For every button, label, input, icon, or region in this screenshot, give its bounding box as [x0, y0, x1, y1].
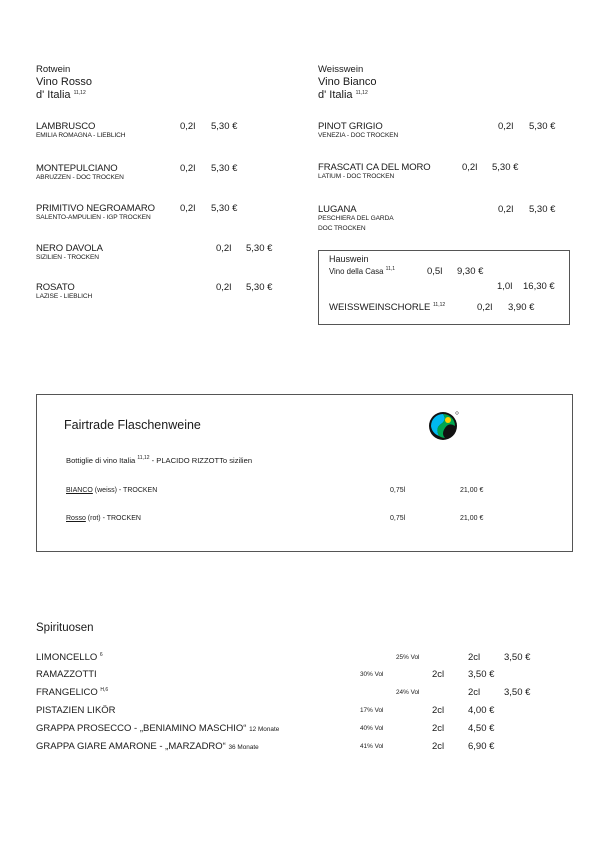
wine-origin: LAZISE - LIEBLICH — [36, 293, 93, 300]
fairtrade-item-name: Rosso (rot) - TROCKEN — [66, 515, 141, 522]
hauswein-title: Hauswein — [329, 254, 369, 264]
spirit-size: 2cl — [432, 705, 445, 716]
wine-name: LAMBRUSCO — [36, 121, 96, 132]
rotwein-subtitle: Vino Rosso — [36, 76, 93, 88]
fairtrade-item-price: 21,00 € — [460, 487, 484, 494]
wine-name: FRASCATI CA DEL MORO — [318, 162, 431, 173]
spirit-vol: 40% Vol — [360, 725, 384, 732]
wine-price: 5,30 € — [529, 121, 556, 132]
spirit-price: 3,50 € — [468, 669, 495, 680]
wine-origin: ABRUZZEN - DOC TROCKEN — [36, 174, 124, 181]
wine-name: PRIMITIVO NEGROAMARO — [36, 203, 155, 214]
wine-name: NERO DAVOLA — [36, 243, 103, 254]
spirit-size: 2cl — [432, 741, 445, 752]
wine-name: PINOT GRIGIO — [318, 121, 383, 132]
spirit-name: FRANGELICO $^{H,6}$ — [36, 687, 109, 698]
wine-origin-2: DOC TROCKEN — [318, 225, 366, 232]
spirit-size: 2cl — [468, 687, 481, 698]
spirit-price: 3,50 € — [504, 687, 531, 698]
fairtrade-item-size: 0,75l — [390, 487, 406, 494]
spirit-vol: 17% Vol — [360, 707, 384, 714]
rotwein-title: Rotwein — [36, 64, 71, 75]
schorle-price: 3,90 € — [508, 302, 535, 313]
wine-item — [36, 163, 124, 181]
wine-price: 5,30 € — [246, 282, 273, 293]
wine-size: 0,2l — [498, 121, 514, 132]
schorle-label: WEISSWEINSCHORLE $^{11,12}$ — [329, 302, 446, 313]
wine-price: 5,30 € — [211, 163, 238, 174]
weisswein-title: Weisswein — [318, 64, 364, 75]
wine-item — [36, 121, 125, 139]
wine-price: 5,30 € — [211, 203, 238, 214]
weisswein-heading — [318, 63, 377, 102]
wine-size: 0,2l — [180, 121, 196, 132]
spirit-vol: 24% Vol — [396, 689, 420, 696]
wine-price: 5,30 € — [211, 121, 238, 132]
wine-origin: LATIUM - DOC TROCKEN — [318, 173, 395, 180]
wine-origin: SALENTO-AMPULIEN - IGP TROCKEN — [36, 214, 151, 221]
wine-price: 5,30 € — [529, 204, 556, 215]
spirit-price: 6,90 € — [468, 741, 495, 752]
wine-origin: EMILIA ROMAGNA - LIEBLICH — [36, 132, 126, 139]
spirit-price: 4,50 € — [468, 723, 495, 734]
wine-item — [36, 203, 155, 221]
wine-item — [36, 282, 92, 300]
spirit-name: GRAPPA GIARE AMARONE - „MARZADRO“ 36 Monate — [36, 741, 259, 752]
wine-size: 0,2l — [180, 203, 196, 214]
spirit-vol: 41% Vol — [360, 743, 384, 750]
wine-price: 5,30 € — [246, 243, 273, 254]
wine-origin: VENEZIA - DOC TROCKEN — [318, 132, 399, 139]
fairtrade-logo-yellow — [445, 417, 451, 423]
spirit-vol: 25% Vol — [396, 654, 420, 661]
spirit-name: RAMAZZOTTI — [36, 669, 97, 680]
wine-size: 0,2l — [180, 163, 196, 174]
spirit-name: GRAPPA PROSECCO - „BENIAMINO MASCHIO“ 12 Monate — [36, 723, 280, 734]
spirit-name: PISTAZIEN LIKÖR — [36, 705, 116, 716]
wine-item — [318, 162, 431, 180]
wine-item — [318, 204, 394, 232]
wine-origin: PESCHIERA DEL GARDA — [318, 215, 394, 222]
hauswein-size-2: 1,0l — [497, 281, 513, 292]
wine-size: 0,2l — [498, 204, 514, 215]
spirit-price: 4,00 € — [468, 705, 495, 716]
hauswein-size: 0,5l — [427, 266, 443, 277]
wine-item — [36, 243, 103, 261]
wine-name: ROSATO — [36, 282, 75, 293]
wine-item — [318, 121, 398, 139]
spirit-size: 2cl — [432, 723, 445, 734]
wine-size: 0,2l — [216, 243, 232, 254]
spirits-title: Spirituosen — [36, 622, 94, 634]
wine-origin: SIZILIEN - TROCKEN — [36, 254, 99, 261]
spirit-price: 3,50 € — [504, 652, 531, 663]
registered-mark-icon — [456, 412, 459, 415]
fairtrade-title: Fairtrade Flaschenweine — [64, 418, 201, 432]
fairtrade-item-size: 0,75l — [390, 515, 406, 522]
rotwein-heading — [36, 63, 92, 102]
wine-price: 5,30 € — [492, 162, 519, 173]
fairtrade-item-name: BIANCO (weiss) - TROCKEN — [66, 487, 158, 494]
hauswein-label: Vino della Casa $^{11,1}$ — [329, 266, 396, 276]
rotwein-subtitle-2: d' Italia $^{11,12}$ — [36, 89, 86, 101]
fairtrade-intro: Bottiglie di vino Italia $^{11,12}$ - PLACIDO RIZZOTTo sizilien — [66, 455, 253, 465]
wine-size: 0,2l — [462, 162, 478, 173]
spirit-size: 2cl — [432, 669, 445, 680]
fairtrade-item-price: 21,00 € — [460, 515, 484, 522]
hauswein-price: 9,30 € — [457, 266, 484, 277]
spirit-size: 2cl — [468, 652, 481, 663]
spirit-name: LIMONCELLO $^6$ — [36, 652, 103, 663]
weisswein-subtitle: Vino Bianco — [318, 76, 377, 88]
fairtrade-logo-icon — [427, 408, 461, 442]
weisswein-subtitle-2: d' Italia $^{11,12}$ — [318, 89, 368, 101]
wine-name: MONTEPULCIANO — [36, 163, 118, 174]
wine-name: LUGANA — [318, 204, 357, 215]
hauswein-price-2: 16,30 € — [523, 281, 555, 292]
spirit-vol: 30% Vol — [360, 671, 384, 678]
wine-size: 0,2l — [216, 282, 232, 293]
schorle-size: 0,2l — [477, 302, 493, 313]
